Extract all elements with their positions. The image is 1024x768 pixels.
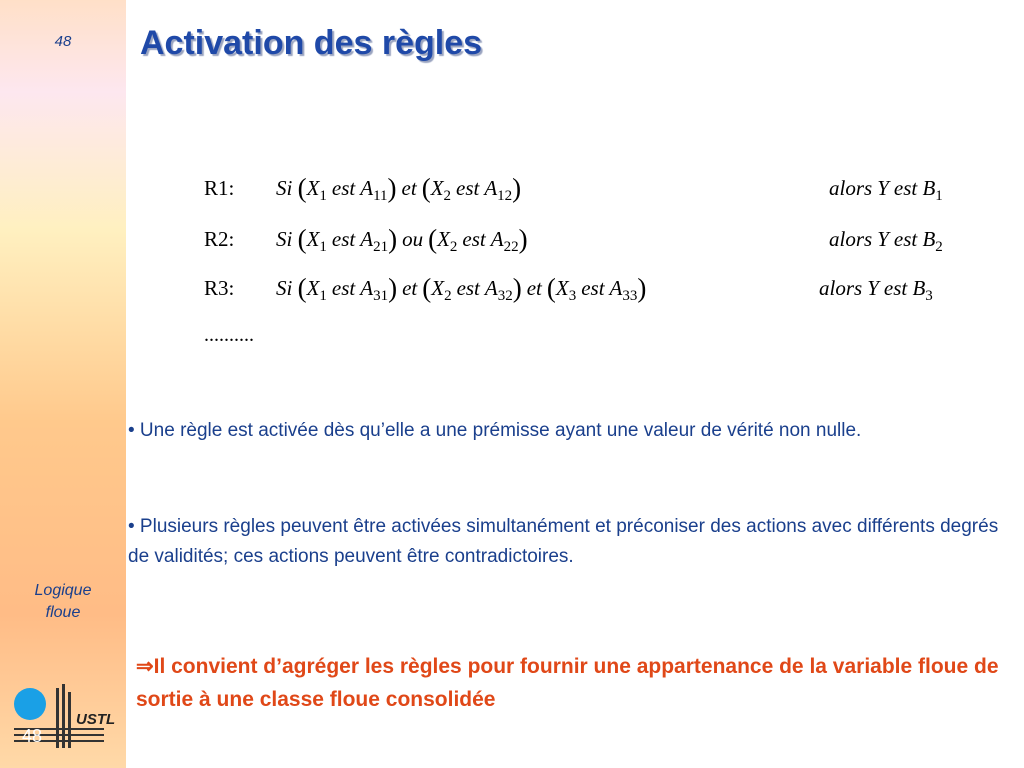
is-word: est: [331, 276, 356, 300]
paren-open: (: [421, 173, 431, 203]
rule-connector: ou: [402, 227, 424, 251]
paren-open: (: [297, 173, 307, 203]
fuzzy-set: A: [609, 276, 623, 300]
paren-open: (: [297, 273, 307, 303]
paren-close: ): [512, 273, 522, 303]
input-var-index: 1: [319, 188, 327, 204]
fuzzy-set: A: [490, 227, 504, 251]
input-var-index: 3: [568, 288, 577, 304]
fuzzy-set-index: 33: [622, 288, 638, 304]
is-word: est: [331, 227, 356, 251]
bullet-2: • Plusieurs règles peuvent être activées simultanément et préconiser des actions avec différents degrés de validités; ces actions peuvent être contradictoires.: [128, 516, 999, 567]
is-word: est: [456, 276, 480, 300]
conclusion-text: Il convient d’agréger les règles pour fournir une appartenance de la variable floue de sortie à une classe floue consolidée: [136, 655, 999, 711]
then-word: alors: [829, 227, 873, 251]
is-word: est: [456, 176, 480, 200]
fuzzy-set-index: 11: [373, 188, 388, 204]
sidebar-label-line-1: Logique: [34, 582, 92, 599]
then-word: alors: [829, 176, 873, 200]
rule-premise: [276, 173, 522, 204]
rule-if: Si: [276, 276, 293, 300]
paren-open: (: [422, 273, 432, 303]
rule-conclusion: [829, 227, 943, 255]
input-var-index: 2: [449, 239, 458, 255]
input-var-index: 1: [319, 239, 327, 255]
paren-open: (: [297, 224, 307, 254]
fuzzy-set-index: 22: [503, 239, 519, 255]
input-var-index: 2: [443, 188, 452, 204]
rule-label: R1:: [204, 176, 235, 200]
implies-icon: ⇒: [136, 655, 154, 678]
sidebar-label: [0, 580, 126, 624]
bullet-1: • Une règle est activée dès qu’elle a une prémisse ayant une valeur de vérité non nulle.: [128, 420, 862, 441]
paren-open: (: [428, 224, 438, 254]
is-word: est: [893, 176, 918, 200]
conclusion: [136, 650, 1016, 716]
fuzzy-set: A: [360, 176, 374, 200]
slide-number: 48: [54, 33, 72, 50]
is-word: est: [581, 276, 605, 300]
is-word: est: [893, 227, 918, 251]
input-var: X: [430, 176, 444, 200]
is-word: est: [331, 176, 356, 200]
output-set: B: [922, 176, 936, 200]
paren-close: ): [388, 273, 398, 303]
fuzzy-set: A: [360, 227, 374, 251]
output-var: Y: [877, 176, 889, 200]
rule-premise: [276, 273, 647, 304]
rule-connector: et: [526, 276, 542, 300]
fuzzy-set-index: 12: [497, 188, 513, 204]
fuzzy-set-index: 21: [373, 239, 389, 255]
is-word: est: [883, 276, 908, 300]
paren-close: ): [518, 224, 528, 254]
paren-close: ): [512, 173, 522, 203]
logo-circle-icon: [14, 688, 46, 720]
then-word: alors: [819, 276, 863, 300]
fuzzy-set-index: 32: [497, 288, 513, 304]
rule-conclusion: [829, 176, 943, 204]
output-set: B: [922, 227, 936, 251]
input-var: X: [437, 227, 450, 251]
rule-row: [204, 273, 1004, 310]
slide-number-footer: 48: [22, 726, 43, 746]
rule-row: [204, 173, 1004, 210]
rule-row: [204, 224, 1004, 261]
paren-open: (: [546, 273, 556, 303]
input-var: X: [555, 276, 569, 300]
output-set-index: 3: [925, 288, 933, 304]
rule-premise: [276, 224, 528, 255]
fuzzy-set: A: [360, 276, 374, 300]
rule-label: R2:: [204, 227, 235, 251]
input-var-index: 2: [444, 288, 452, 304]
input-var-index: 1: [319, 288, 327, 304]
fuzzy-set: A: [484, 176, 498, 200]
rule-if: Si: [276, 176, 293, 200]
rule-connector: et: [402, 276, 418, 300]
fuzzy-set-index: 31: [373, 288, 389, 304]
output-var: Y: [877, 227, 889, 251]
output-set-index: 1: [935, 188, 943, 204]
input-var: X: [306, 276, 320, 300]
rule-if: Si: [276, 227, 293, 251]
paren-close: ): [637, 273, 647, 303]
rule-connector: et: [401, 176, 417, 200]
is-word: est: [462, 227, 486, 251]
output-set-index: 2: [935, 239, 943, 255]
sidebar-label-line-2: floue: [45, 604, 81, 621]
paren-close: ): [387, 173, 397, 203]
input-var: X: [306, 176, 320, 200]
paren-close: ): [388, 224, 398, 254]
rule-label: R3:: [204, 276, 235, 300]
output-set: B: [912, 276, 926, 300]
rule-conclusion: [819, 276, 933, 304]
output-var: Y: [867, 276, 879, 300]
ellipsis: ..........: [204, 324, 254, 346]
sidebar: [0, 0, 126, 768]
page-title: Activation des règles: [140, 24, 483, 62]
logo-text: USTL: [76, 711, 116, 728]
input-var: X: [431, 276, 445, 300]
fuzzy-set: A: [484, 276, 498, 300]
input-var: X: [306, 227, 320, 251]
